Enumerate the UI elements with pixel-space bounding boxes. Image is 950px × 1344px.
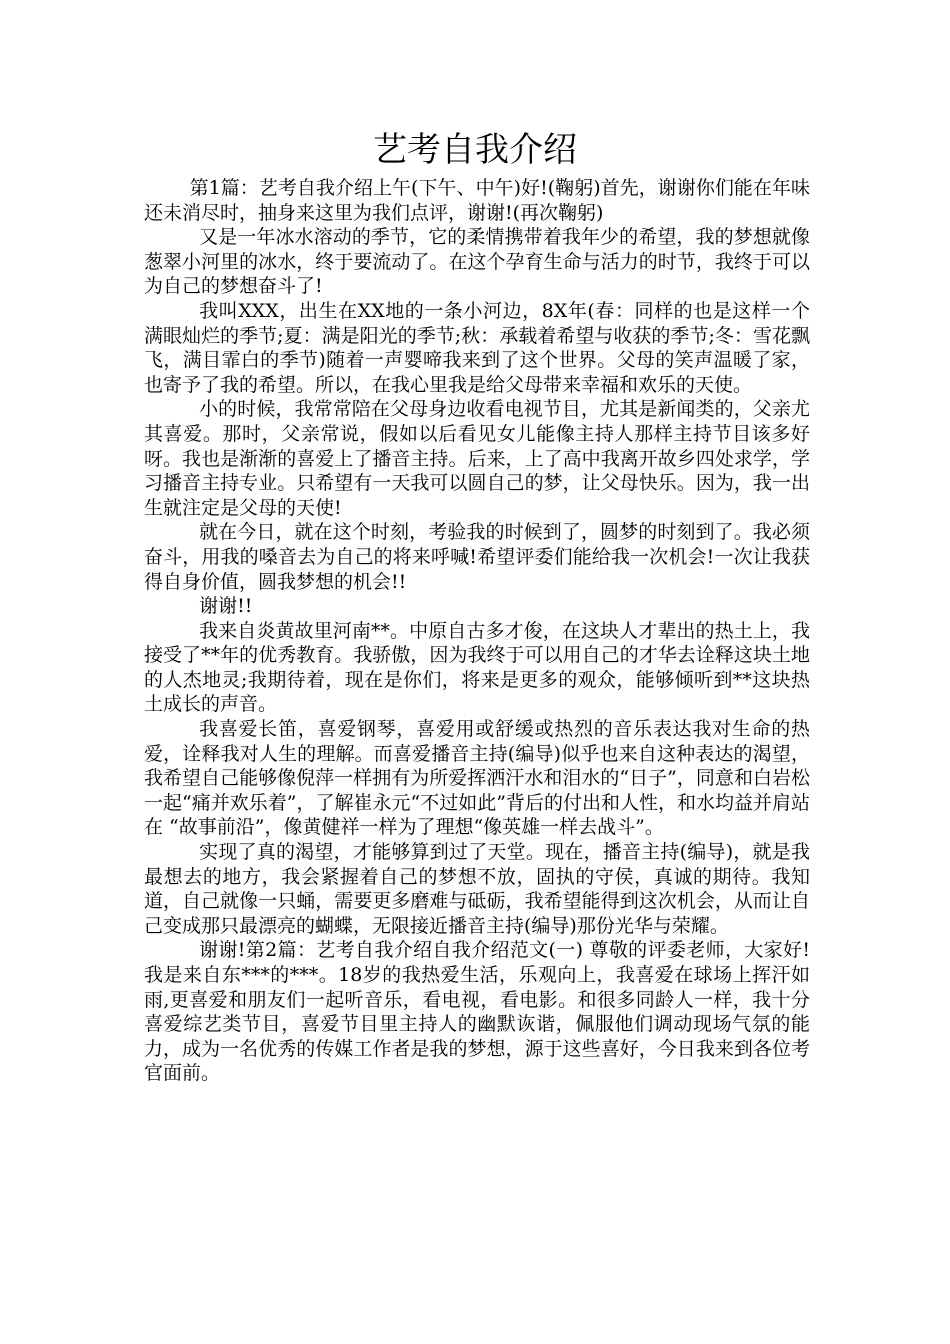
paragraph: 就在今日，就在这个时刻，考验我的时候到了，圆梦的时刻到了。我必须奋斗，用我的嗓音去为自己的将来呼喊!希望评委们能给我一次机会!一次让我获得自身价值，圆我梦想的机会!! [144,521,810,593]
paragraph: 我来自炎黄故里河南**。中原自古多才俊，在这块人才辈出的热土上，我接受了**年的优秀教育。我骄傲，因为我终于可以用自己的才华去诠释这块土地的人杰地灵;我期待着，现在是你们，将来是更多的观众，能够倾听到**这块热土成长的声音。 [144,619,810,716]
paragraph: 谢谢!第2篇：艺考自我介绍自我介绍范文(一) 尊敬的评委老师，大家好!我是来自东***的***。18岁的我热爱生活，乐观向上，我喜爱在球场上挥汗如雨,更喜爱和朋友们一起听音乐，看电视，看电影。和很多同龄人一样，我十分喜爱综艺类节目，喜爱节目里主持人的幽默诙谐，佩服他们调动现场气氛的能力，成为一名优秀的传媒工作者是我的梦想，源于这些喜好，今日我来到各位考官面前。 [144,939,810,1085]
paragraph: 实现了真的渴望，才能够算到过了天堂。现在，播音主持(编导)，就是我最想去的地方，我会紧握着自己的梦想不放，固执的守侯，真诚的期待。我知道，自己就像一只蛹，需要更多磨难与砥砺，我希望能得到这次机会，从而让自己变成那只最漂亮的蝴蝶，无限接近播音主持(编导)那份光华与荣耀。 [144,841,810,937]
paragraph: 又是一年冰水溶动的季节，它的柔情携带着我年少的希望，我的梦想就像葱翠小河里的冰水，终于要流动了。在这个孕育生命与活力的时节，我终于可以为自己的梦想奋斗了! [144,226,810,298]
paragraph: 我喜爱长笛，喜爱钢琴，喜爱用或舒缓或热烈的音乐表达我对生命的热爱，诠释我对人生的理解。而喜爱播音主持(编导)似乎也来自这种表达的渴望，我希望自己能够像倪萍一样拥有为所爱挥洒汗水和泪水的“日子”，同意和白岩松一起“痛并欢乐着”，了解崔永元“不过如此”背后的付出和人性，和水均益并肩站在 “故事前沿”，像黄健祥一样为了理想“像英雄一样去战斗”。 [144,718,810,839]
paragraph: 小的时候，我常常陪在父母身边收看电视节目，尤其是新闻类的，父亲尤其喜爱。那时，父亲常说，假如以后看见女儿能像主持人那样主持节目该多好呀。我也是渐渐的喜爱上了播音主持。后来，上了高中我离开故乡四处求学，学习播音主持专业。只希望有一天我可以圆自己的梦，让父母快乐。因为，我一出生就注定是父母的天使! [144,398,810,519]
document-title: 艺考自我介绍 [373,130,577,170]
document-body [144,176,810,1086]
paragraph: 谢谢!! [199,595,253,618]
paragraph: 第1篇：艺考自我介绍上午(下午、中午)好!(鞠躬)首先，谢谢你们能在年味还未消尽时，抽身来这里为我们点评，谢谢!(再次鞠躬) [144,177,810,224]
paragraph: 我叫XXX，出生在XX地的一条小河边，8X年(春：同样的也是这样一个满眼灿烂的季节;夏：满是阳光的季节;秋：承载着希望与收获的季节;冬：雪花飘飞，满目霏白的季节)随着一声婴啼我来到了这个世界。父母的笑声温暖了家，也寄予了我的希望。所以，在我心里我是给父母带来幸福和欢乐的天使。 [144,299,810,396]
